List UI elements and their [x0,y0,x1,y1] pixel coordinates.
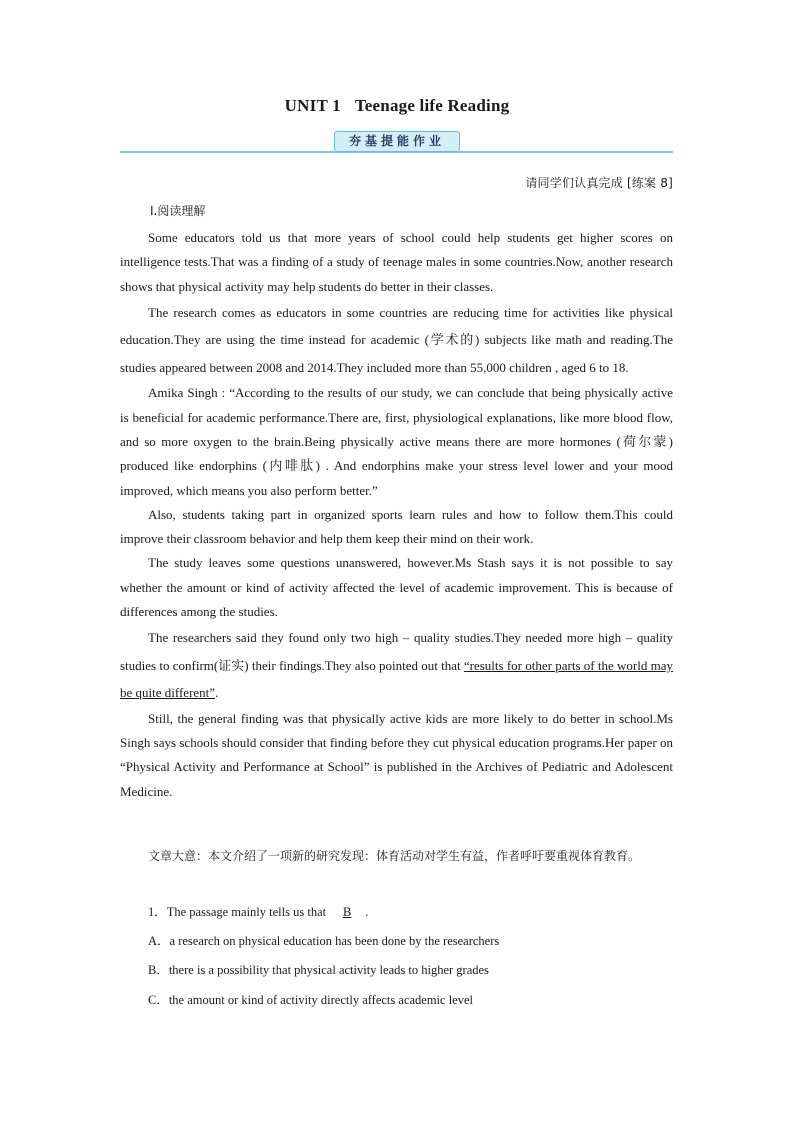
paragraph-7: Still, the general finding was that physically active kids are more likely to do better in school.Ms Singh says schools should consider that finding before they cut physical education programs.Her paper on “Physical Activity and Performance at School” is published in the Archives of Pediatric and Adolescent Medicine. [120,710,673,799]
section-title: Ⅰ.阅读理解 [150,204,206,218]
reading-passage [120,226,673,804]
question-1-end: . [365,905,369,919]
option-a: A．a research on physical education has been done by the researchers [148,934,500,948]
option-c: C．the amount or kind of activity directly affects academic level [148,993,474,1007]
banner-section [120,131,673,155]
answer-blank: B [343,905,352,919]
title-text: Teenage life Reading [354,96,510,115]
banner-label: 夯基提能作业 [334,131,460,152]
option-b: B．there is a possibility that physical activity leads to higher grades [148,963,489,977]
paragraph-2: The research comes as educators in some countries are reducing time for activities like physical education.They are using the time instead for academic (学术的) subjects like math and reading.The studies appeared between 2008 and 2014.They included more than 55,000 children , aged 6 to 18. [120,304,673,375]
paragraph-4: Also, students taking part in organized sports learn rules and how to follow them.This could improve their classroom behavior and help them keep their mind on their work. [120,506,673,547]
paragraph-6-end: . [215,685,219,701]
question-1-text: 1．The passage mainly tells us that [148,905,330,919]
paragraph-1: Some educators told us that more years of school could help students get higher scores on intelligence tests.That was a finding of a study of teenage males in some countries.Now, another research shows that physical activity may help students do better in their classes. [120,230,673,294]
paragraph-6 [120,624,673,707]
page-title [0,96,794,116]
exercise-reference: 请同学们认真完成 [练案 8] [525,176,673,190]
paragraph-5: The study leaves some questions unanswered, however.Ms Stash says it is not possible to say whether the amount or kind of activity affected the level of academic improvement. This is because of differences among the studies. [120,555,673,620]
question-1-stem [148,902,368,920]
paragraph-3: Amika Singh : “According to the results of our study, we can conclude that being physically active is beneficial for academic performance.There are, first, physiological explanations, like more blood flow, and so more oxygen to the brain.Being physically active means there are more hormones (荷尔蒙) produced like endorphins (内啡肽) . And endorphins make your stress level lower and your mood improved, which means you also perform better.” [120,385,673,498]
underlined-phrase: “results for other parts of the world may be quite different” [120,657,673,701]
passage-summary: 文章大意：本文介绍了一项新的研究发现：体育活动对学生有益，作者呼吁要重视体育教育。 [148,849,641,863]
unit-label: UNIT 1 [284,96,341,115]
paragraph-6-text: The researchers said they found only two high – quality studies.They needed more high – quality studies to confirm(证实) their findings.They also pointed out that [120,630,673,673]
